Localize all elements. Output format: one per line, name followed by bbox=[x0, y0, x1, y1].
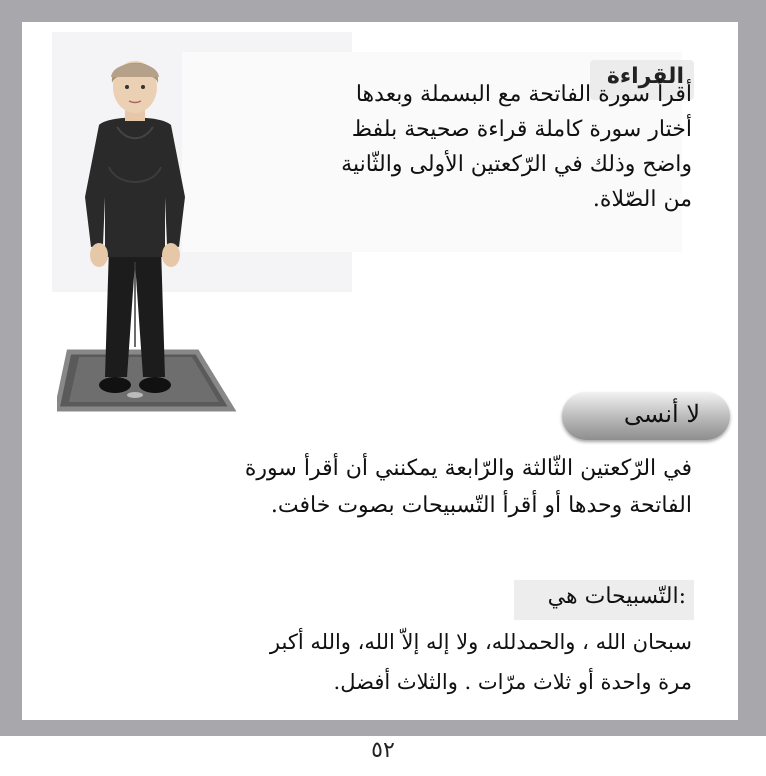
paragraph-line: سبحان الله ، والحمدلله، ولا إله إلاّ الله، والله أكبر bbox=[269, 630, 692, 654]
paragraph-line: مرة واحدة أو ثلاث مرّات . والثلاث أفضل. bbox=[333, 670, 692, 694]
paragraph-line: الفاتحة وحدها أو أقرأ التّسبيحات بصوت خافت. bbox=[270, 493, 692, 518]
reading-paragraph bbox=[172, 77, 692, 217]
reminder-label: لا أنسى bbox=[623, 400, 700, 428]
tasbih-paragraph bbox=[122, 622, 692, 702]
reminder-badge bbox=[562, 392, 730, 440]
reading-heading: القراءة bbox=[606, 64, 684, 89]
paragraph-line: في الرّكعتين الثّالثة والرّابعة يمكنني أن أقرأ سورة bbox=[244, 456, 692, 481]
page-number: ٥٢ bbox=[371, 738, 395, 763]
tasbih-heading-box bbox=[514, 580, 694, 620]
paragraph-line: واضح وذلك في الرّكعتين الأولى والثّانية bbox=[341, 152, 692, 177]
content-card bbox=[22, 22, 738, 720]
paragraph-line: من الصّلاة. bbox=[592, 187, 692, 212]
tasbih-heading: التّسبيحات هي: bbox=[547, 584, 686, 609]
reminder-paragraph bbox=[122, 450, 692, 524]
paragraph-line: أقرأ سورة الفاتحة مع البسملة وبعدها bbox=[355, 82, 692, 107]
paragraph-line: أختار سورة كاملة قراءة صحيحة بلفظ bbox=[351, 117, 692, 142]
